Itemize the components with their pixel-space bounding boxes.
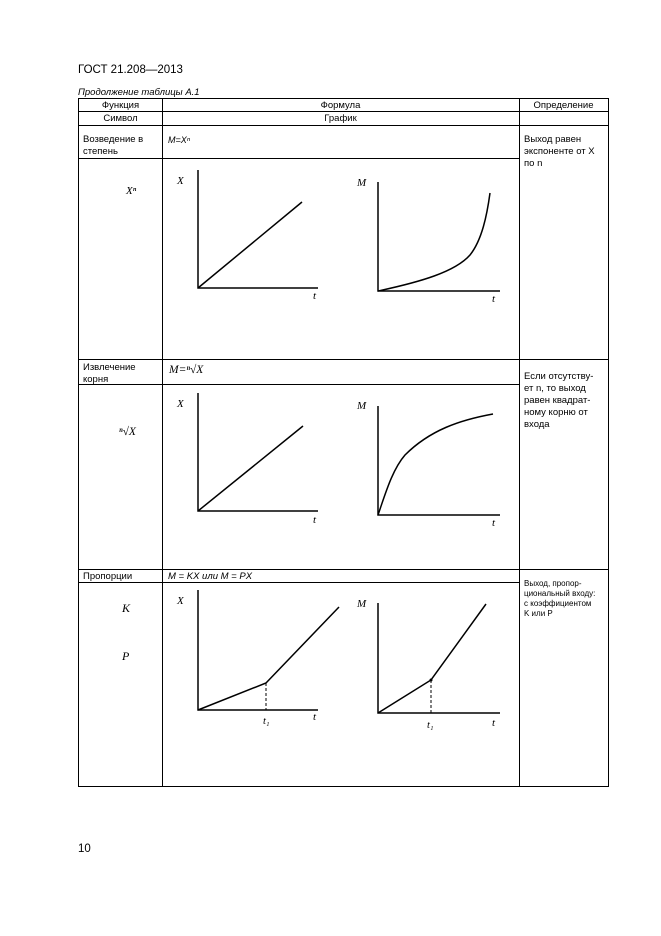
col-definition-header: Определение [533, 100, 594, 111]
col-graph-header: График [324, 113, 357, 124]
root-output-xlabel: t [492, 517, 496, 529]
standard-header: ГОСТ 21.208—2013 [78, 64, 183, 76]
root-input-xlabel: t [313, 514, 317, 526]
proportion-output-breakpoint [430, 679, 433, 682]
root-input-ylabel: X [177, 398, 184, 410]
power-output-ylabel: M [357, 177, 367, 189]
table-continuation-caption: Продолжение таблицы А.1 [78, 87, 200, 98]
row-power-definition: Выход равен экспоненте от X по n [524, 134, 595, 169]
col-symbol-header: Символ [103, 113, 138, 124]
page-number: 10 [78, 843, 91, 855]
proportion-input-ylabel: X [177, 595, 184, 607]
row-proportion-function: Пропорции [83, 571, 133, 582]
row-proportion-symbol-p: P [122, 649, 130, 663]
row-power-formula: M=Xⁿ [168, 135, 191, 145]
col-function-header: Функция [101, 100, 140, 111]
row-proportion-formula: M = KX или M = PX [168, 571, 253, 582]
col-formula-header: Формула [320, 100, 361, 111]
proportion-output-xlabel: t [492, 717, 496, 729]
root-output-ylabel: M [357, 400, 367, 412]
row-root-symbol: ⁿ√X [119, 426, 136, 438]
row-power-function: Возведение в степень [83, 134, 144, 157]
row-power-symbol: Xⁿ [126, 185, 137, 197]
row-root-definition: Если отсутству- ет n, то выход равен квадрат- ному корню от входа [524, 371, 594, 430]
row-root-formula: M=ⁿ√X [169, 364, 204, 376]
proportion-input-xlabel: t [313, 711, 317, 723]
proportion-output-axes [378, 603, 500, 713]
power-input-ylabel: X [177, 175, 184, 187]
proportion-input-marker-label: t₁ [263, 716, 270, 727]
row-proportion-symbol-k: K [122, 601, 131, 615]
proportion-output-ylabel: M [357, 598, 367, 610]
proportion-output-marker-label: t₁ [427, 720, 434, 731]
proportion-output-line [378, 604, 486, 713]
row-proportion-definition: Выход, пропор- циональный входу: с коэффициентом K или P [524, 579, 596, 618]
row-root-function: Извлечение корня [83, 362, 136, 385]
power-output-xlabel: t [492, 293, 496, 305]
power-input-xlabel: t [313, 290, 317, 302]
